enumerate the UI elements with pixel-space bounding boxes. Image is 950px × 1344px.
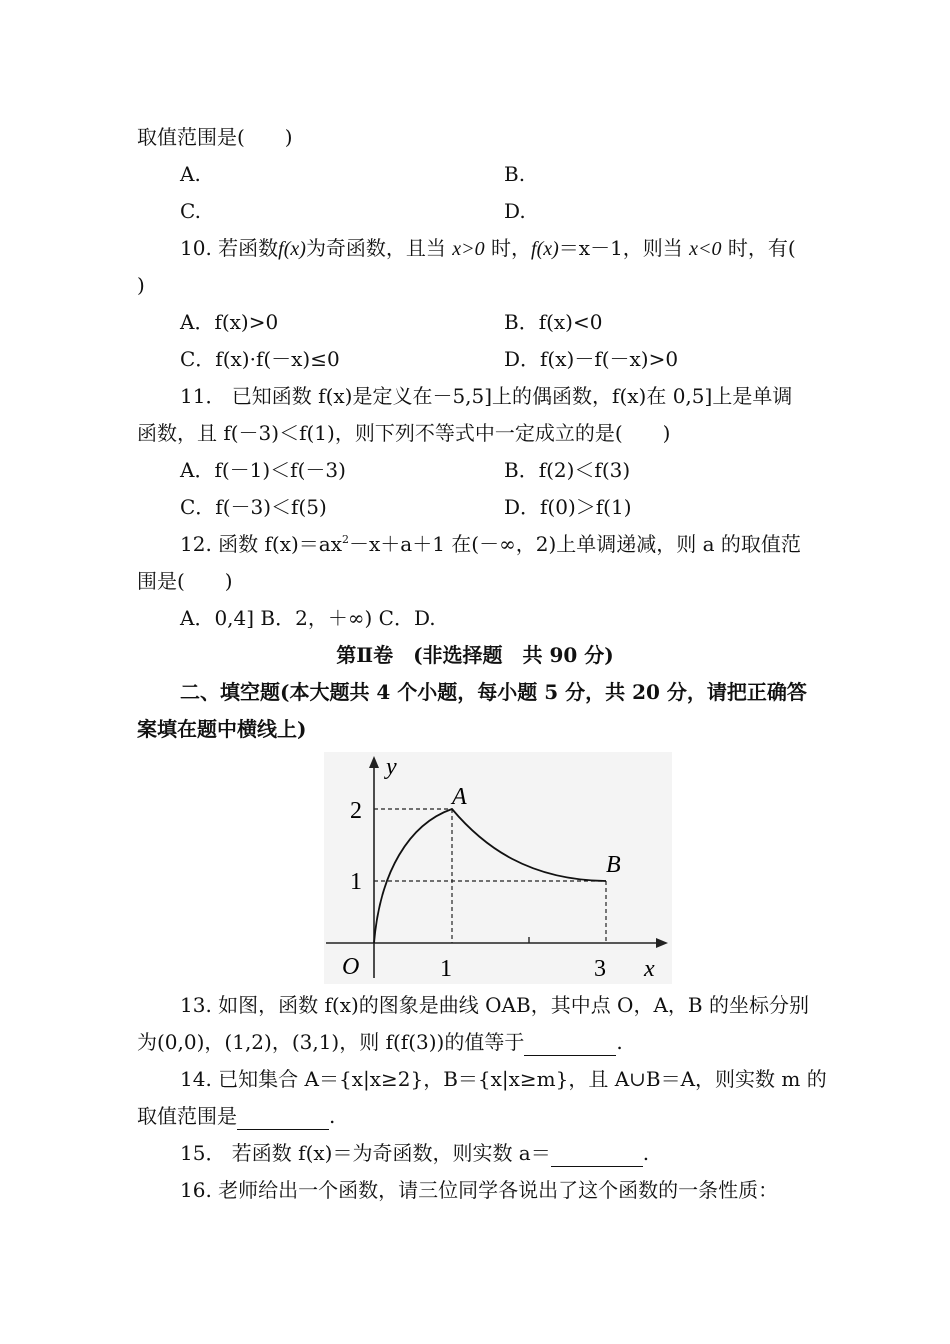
q13-answer-blank[interactable] [524, 1029, 616, 1056]
q11-stem-line1: 11． 已知函数 f(x)是定义在－5,5]上的偶函数，f(x)在 0,5]上是单调 [180, 384, 793, 408]
q11-option-a: A．f(－1)＜f(－3) [180, 458, 346, 482]
y-tick-label-2: 2 [350, 798, 362, 824]
section2-title: 第Ⅱ卷 (非选择题 共 90 分) [336, 643, 614, 667]
q12-text: 12. 函数 f(x)＝ax [180, 532, 343, 556]
y-axis-label: y [386, 754, 397, 780]
q15-answer-blank[interactable] [551, 1140, 643, 1167]
q10-stem-line2: ) [137, 273, 145, 297]
point-a-label: A [452, 784, 467, 810]
q15-end: . [642, 1141, 650, 1165]
q12-stem-line2: 围是( ) [137, 569, 233, 593]
q9-option-b: B. [504, 162, 526, 186]
q12-exponent: 2 [342, 533, 350, 546]
q9-option-c: C. [180, 199, 201, 223]
q10-text: 为奇函数，且当 [305, 236, 446, 260]
q10-fx: f(x) [278, 238, 306, 260]
q11-option-b: B．f(2)＜f(3) [504, 458, 631, 482]
q15-text: 15． 若函数 f(x)＝为奇函数，则实数 a＝ [180, 1141, 551, 1165]
q10-text: 若函数 [218, 236, 279, 260]
q10-definition: ＝x－1，则当 [558, 236, 683, 260]
q15-stem-line1 [180, 1140, 649, 1167]
q13-stem-line2 [137, 1029, 623, 1056]
q10-option-a: A．f(x)>0 [180, 310, 279, 334]
q10-text: 时， [491, 236, 532, 260]
q10-option-b: B．f(x)<0 [504, 310, 603, 334]
point-b-label: B [606, 852, 621, 878]
q14-stem-line1: 14. 已知集合 A＝{x|x≥2}，B＝{x|x≥m}，且 A∪B＝A，则实数 m 的 [180, 1067, 827, 1091]
q10-option-c: C．f(x)·f(－x)≤0 [180, 347, 340, 371]
q13-end: . [616, 1030, 623, 1054]
q10-number: 10. [180, 236, 212, 260]
q10-option-d: D．f(x)－f(－x)>0 [504, 347, 679, 371]
q13-text: 为(0,0)，(1,2)，(3,1)，则 f(f(3))的值等于 [137, 1030, 525, 1054]
q12-stem-line1 [180, 531, 801, 557]
q9-stem-tail: 取值范围是( ) [137, 125, 293, 149]
q16-stem-line1: 16. 老师给出一个函数，请三位同学各说出了这个函数的一条性质： [180, 1178, 779, 1202]
origin-label: O [342, 954, 360, 980]
q14-end: . [329, 1104, 336, 1128]
q13-stem-line1: 13. 如图，函数 f(x)的图象是曲线 OAB，其中点 O，A，B 的坐标分别 [180, 993, 809, 1017]
q14-answer-blank[interactable] [237, 1103, 329, 1130]
q9-option-a: A. [180, 162, 201, 186]
q10-condition: x<0 [689, 238, 722, 260]
q12-options: A．0,4] B．2，＋∞) C．D. [180, 606, 436, 630]
section2-heading-line1: 二、填空题(本大题共 4 个小题，每小题 5 分，共 20 分，请把正确答 [180, 680, 807, 704]
q14-stem-line2 [137, 1103, 335, 1130]
y-tick-label-1: 1 [350, 869, 362, 895]
q10-fx: f(x) [531, 238, 559, 260]
q11-stem-line2: 函数，且 f(－3)＜f(1)，则下列不等式中一定成立的是( ) [137, 421, 671, 445]
q10-stem-line1 [180, 235, 796, 262]
q10-condition: x>0 [452, 238, 485, 260]
section2-heading-line2: 案填在题中横线上) [137, 717, 307, 741]
q10-text: 时，有( [727, 236, 796, 260]
q11-option-d: D．f(0)＞f(1) [504, 495, 632, 519]
x-tick-label-3: 3 [594, 956, 606, 982]
q9-option-d: D. [504, 199, 526, 223]
x-tick-label-1: 1 [440, 956, 452, 982]
q14-text: 取值范围是 [137, 1104, 237, 1128]
function-graph-figure [324, 752, 672, 984]
x-axis-label: x [644, 956, 655, 982]
q12-text: －x＋a＋1 在(－∞，2)上单调递减，则 a 的取值范 [349, 532, 801, 556]
q11-option-c: C．f(－3)＜f(5) [180, 495, 327, 519]
